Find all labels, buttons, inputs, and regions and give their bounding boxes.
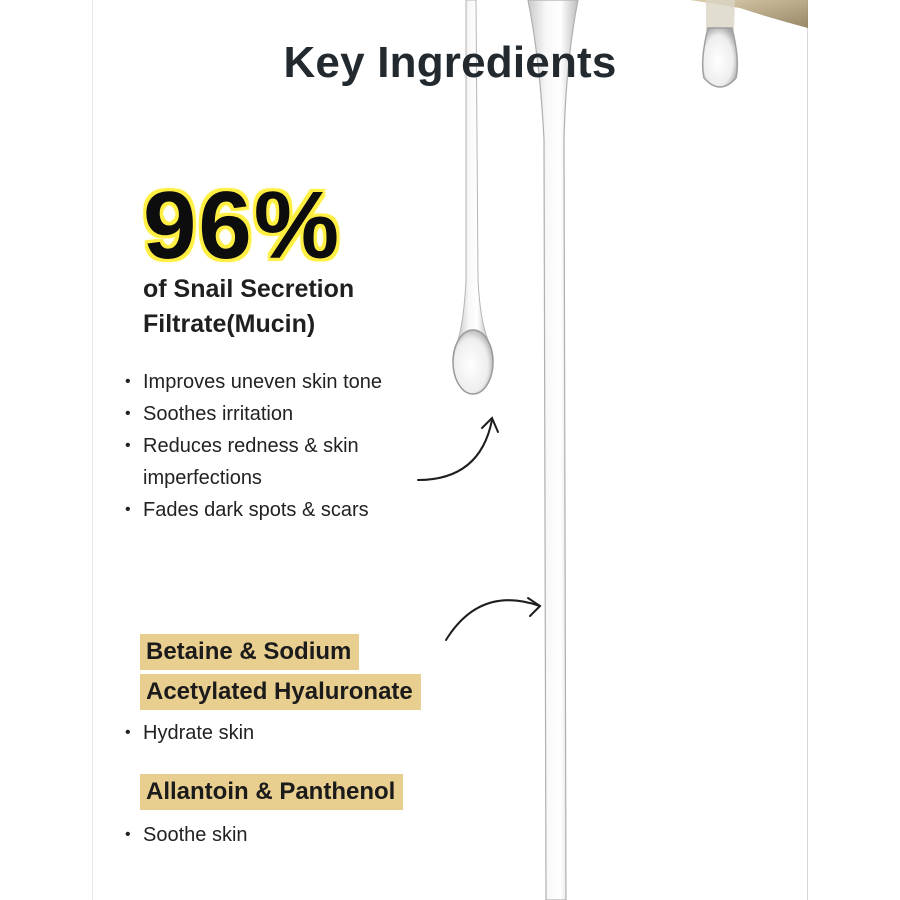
benefit-text: imperfections — [143, 467, 262, 489]
benefit-text: Improves uneven skin tone — [143, 371, 383, 393]
main-ingredient-name-line1: of Snail Secretion — [143, 275, 355, 303]
bullet-icon: • — [125, 826, 131, 843]
main-ingredient-name-line2: Filtrate(Mucin) — [143, 310, 316, 338]
list-item — [125, 366, 445, 398]
list-item — [125, 494, 445, 526]
benefit-text: Reduces redness & skin — [143, 435, 359, 457]
ingredient3-benefits — [125, 819, 248, 851]
ingredient3-name: Allantoin & Panthenol — [140, 774, 403, 810]
ingredient2-name-line1: Betaine & Sodium — [140, 634, 359, 670]
list-item-continuation — [125, 462, 445, 494]
page-title: Key Ingredients — [283, 38, 617, 87]
arrow-to-strand — [446, 598, 540, 640]
benefit-text: Hydrate skin — [143, 722, 255, 744]
list-item — [125, 430, 445, 462]
benefit-text: Soothe skin — [143, 824, 248, 846]
benefit-text: Soothes irritation — [143, 403, 294, 425]
ingredient2-name-line2: Acetylated Hyaluronate — [140, 674, 421, 710]
list-item — [125, 398, 445, 430]
mucin-percentage: 96% — [143, 172, 342, 279]
bullet-icon: • — [125, 373, 131, 390]
drip-right — [528, 0, 578, 900]
list-item — [125, 819, 248, 851]
bullet-icon: • — [125, 405, 131, 422]
benefit-text: Fades dark spots & scars — [143, 499, 369, 521]
bullet-icon: • — [125, 501, 131, 518]
ingredient2-benefits — [125, 717, 254, 749]
main-ingredient-benefits — [125, 366, 445, 526]
bullet-icon: • — [125, 437, 131, 454]
main-ingredient-name — [143, 272, 463, 342]
bullet-icon: • — [125, 724, 131, 741]
list-item — [125, 717, 254, 749]
